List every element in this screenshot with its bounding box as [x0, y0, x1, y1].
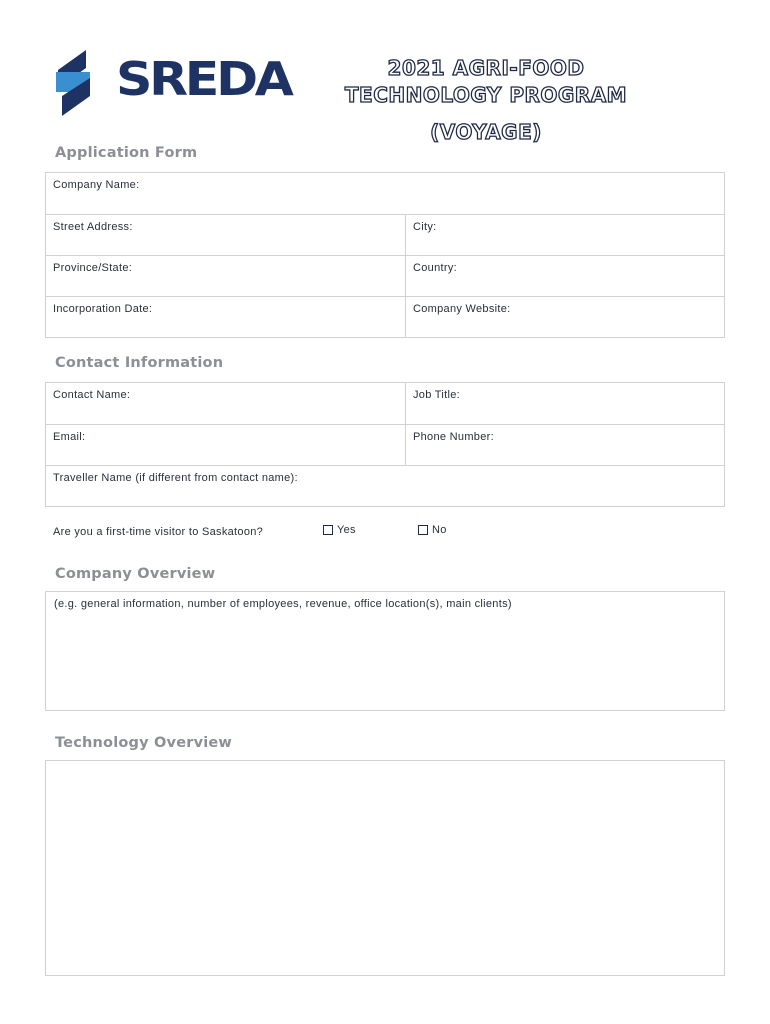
province-label: Province/State: [53, 262, 133, 274]
phone-number-label: Phone Number: [413, 431, 494, 443]
job-title-field[interactable] [406, 383, 724, 424]
company-website-field[interactable] [406, 297, 724, 337]
company-website-label: Company Website: [413, 303, 511, 315]
technology-overview-heading: Technology Overview [55, 735, 233, 751]
table-row [46, 424, 724, 465]
street-address-field[interactable] [46, 215, 406, 255]
contact-name-field[interactable] [46, 383, 406, 424]
incorporation-date-field[interactable] [46, 297, 406, 337]
no-option[interactable] [418, 524, 447, 536]
sreda-logo-mark-icon [54, 48, 114, 118]
program-title [338, 55, 634, 146]
table-row [46, 173, 724, 214]
city-field[interactable] [406, 215, 724, 255]
no-label: No [432, 524, 447, 536]
city-label: City: [413, 221, 437, 233]
contact-name-label: Contact Name: [53, 389, 131, 401]
company-details-table [45, 172, 725, 338]
yes-checkbox[interactable] [323, 525, 333, 535]
street-address-label: Street Address: [53, 221, 133, 233]
phone-number-field[interactable] [406, 425, 724, 465]
email-label: Email: [53, 431, 86, 443]
technology-overview-field[interactable] [45, 760, 725, 976]
traveller-name-field[interactable] [46, 466, 724, 506]
company-overview-field[interactable] [45, 591, 725, 711]
contact-details-table [45, 382, 725, 507]
yes-label: Yes [337, 524, 356, 536]
email-field[interactable] [46, 425, 406, 465]
job-title-label: Job Title: [413, 389, 461, 401]
company-overview-heading: Company Overview [55, 566, 216, 582]
first-time-visitor-question [53, 524, 753, 542]
title-line-1: 2021 AGRI-FOOD [387, 56, 585, 80]
contact-information-heading: Contact Information [55, 355, 224, 371]
title-line-3: (VOYAGE) [430, 120, 542, 144]
company-name-label: Company Name: [53, 179, 140, 191]
yes-option[interactable] [323, 524, 356, 536]
company-overview-hint: (e.g. general information, number of employees, revenue, office location(s), main clients) [54, 598, 512, 610]
province-field[interactable] [46, 256, 406, 296]
table-row [46, 214, 724, 255]
company-name-field[interactable] [46, 173, 724, 214]
title-line-2: TECHNOLOGY PROGRAM [344, 83, 628, 107]
sreda-logo [54, 48, 291, 118]
table-row [46, 383, 724, 424]
logo-wordmark: SREDA [116, 52, 291, 106]
application-form-heading: Application Form [55, 145, 198, 161]
no-checkbox[interactable] [418, 525, 428, 535]
first-time-visitor-label: Are you a first-time visitor to Saskatoon? [53, 526, 264, 538]
table-row [46, 255, 724, 296]
table-row [46, 296, 724, 337]
country-field[interactable] [406, 256, 724, 296]
traveller-name-label: Traveller Name (if different from contact name): [53, 472, 298, 484]
incorporation-date-label: Incorporation Date: [53, 303, 153, 315]
table-row [46, 465, 724, 506]
country-label: Country: [413, 262, 457, 274]
